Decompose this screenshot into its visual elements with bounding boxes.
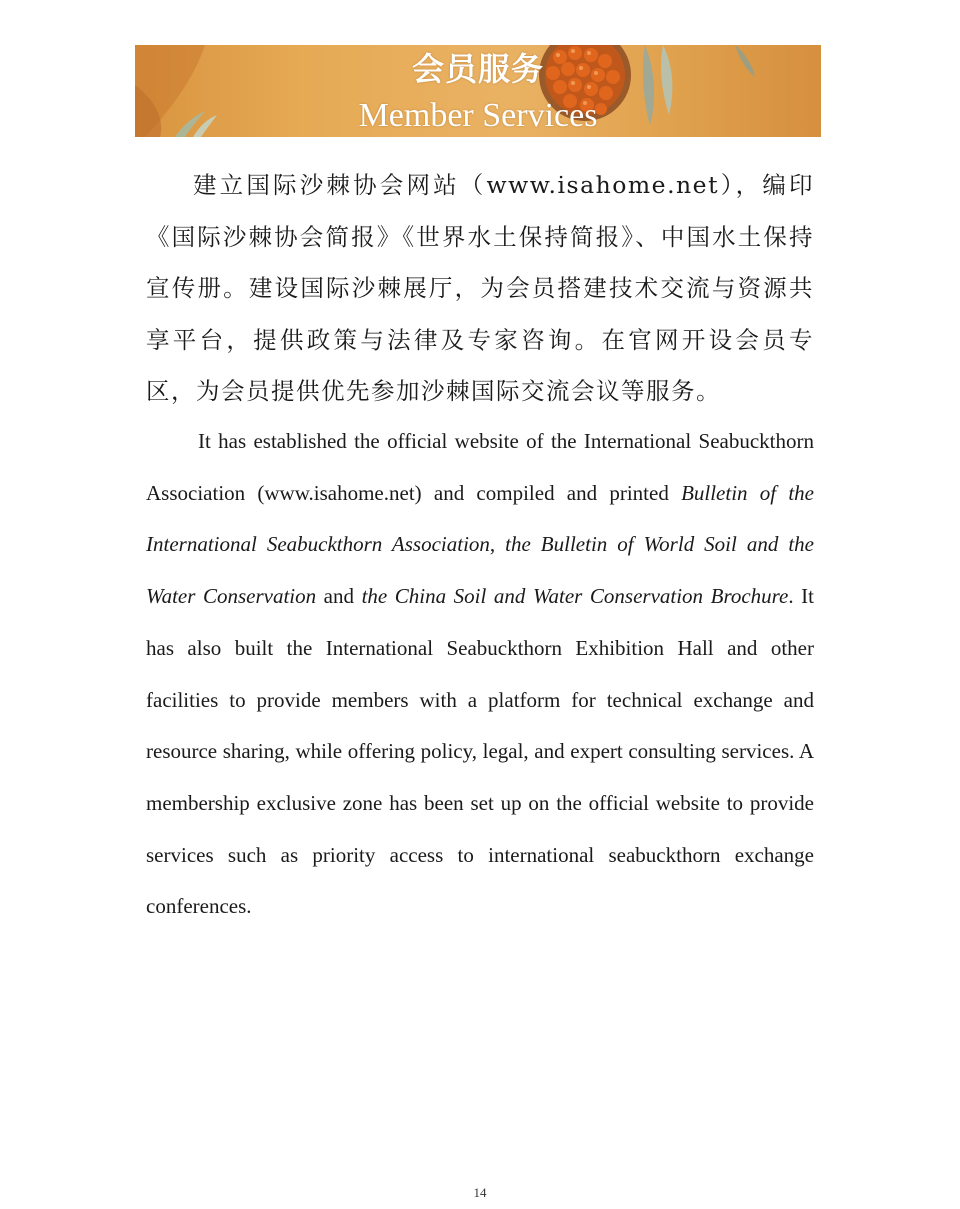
- publication-title-world-soil-bulletin: the Bulletin of World Soil and the Water Conservation: [146, 532, 814, 609]
- chinese-paragraph: 建立国际沙棘协会网站（www.isahome.net），编印《国际沙棘协会简报》《世界水土保持简报》、中国水土保持宣传册。建设国际沙棘展厅，为会员搭建技术交流与资源共享平台，提供政策与法律及专家咨询。在官网开设会员专区，为会员提供优先参加沙棘国际交流会议等服务。: [146, 171, 814, 405]
- english-text-part1: It has established the official website of the International Seabuckthorn Association (www.isahome.net) and compiled and printed: [146, 429, 814, 505]
- english-text-part4: . It has also built the International Seabuckthorn Exhibition Hall and other facilities to provide members with a platform for technical exchange and resource sharing, while offering policy, legal, and expert consulting services. A membership exclusive zone has been set up on the official website to provide services such as priority access to international seabuckthorn exchange conferences.: [146, 584, 815, 919]
- banner-title-chinese: 会员服务: [411, 50, 544, 88]
- english-text-part3: and: [316, 584, 362, 609]
- header-banner: [135, 45, 821, 137]
- banner-title-english: Member Services: [358, 97, 598, 134]
- english-paragraph: [146, 416, 814, 933]
- english-text-part2: ,: [489, 532, 506, 557]
- publication-title-china-brochure: the China Soil and Water Conservation Brochure: [361, 584, 789, 609]
- publication-title-isa-bulletin: Bulletin of the International Seabuckthorn Association: [146, 480, 814, 557]
- page-number: 14: [473, 1185, 487, 1200]
